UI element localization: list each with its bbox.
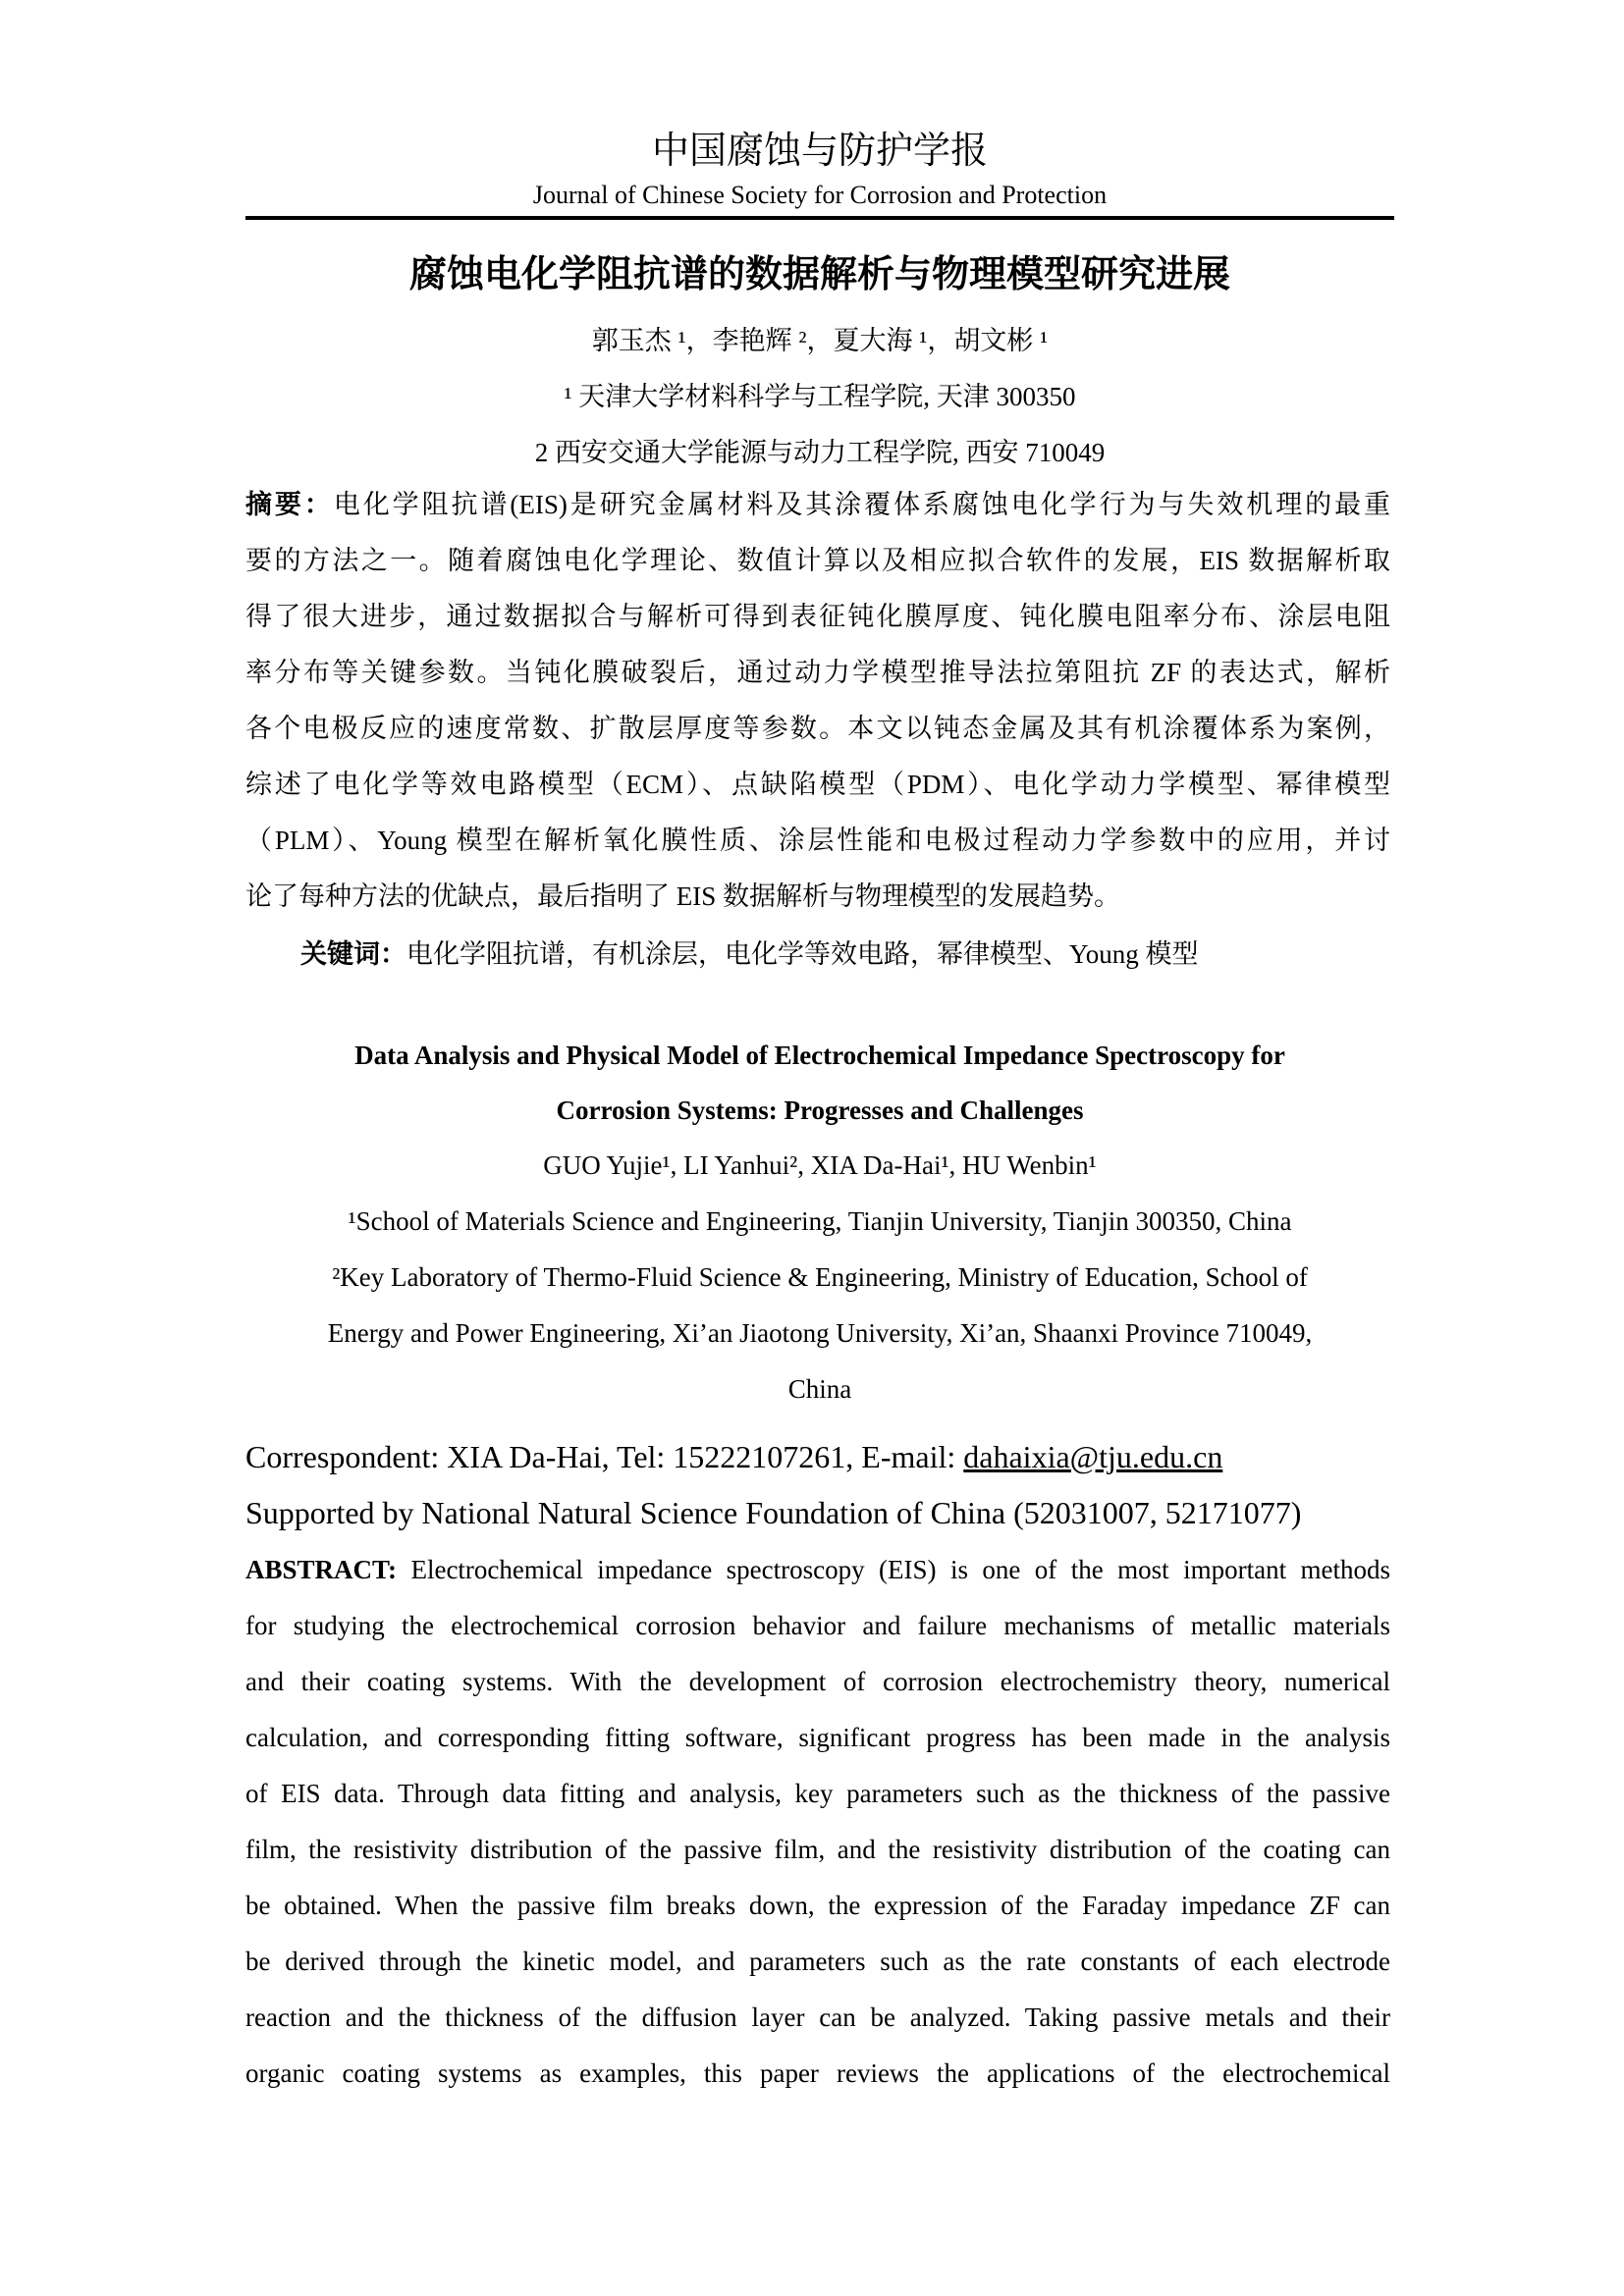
header-divider [245, 216, 1394, 220]
affiliation-2-cn: 2 西安交通大学能源与动力工程学院, 西安 710049 [534, 438, 1106, 467]
keywords-label: 关键词： [300, 939, 406, 969]
affiliation-2-en-line: Energy and Power Engineering, Xi’an Jiaotong University, Xi’an, Shaanxi Province 710049, [327, 1318, 1313, 1348]
abstract-label-cn: 摘要： [245, 490, 334, 519]
abstract-cn-line: 要的方法之一。随着腐蚀电化学理论、数值计算以及相应拟合软件的发展，EIS 数据解析取 [245, 546, 1390, 575]
funding-support: Supported by National Natural Science Foundation of China (52031007, 52171077) [245, 1495, 1302, 1530]
paper-title-cn: 腐蚀电化学阻抗谱的数据解析与物理模型研究进展 [408, 254, 1230, 295]
abstract-cn-line: 得了很大进步，通过数据拟合与解析可得到表征钝化膜厚度、钝化膜电阻率分布、涂层电阻 [245, 602, 1390, 631]
abstract-en-line: be obtained. When the passive film breaks down, the expression of the Faraday impedance ZF can [245, 1891, 1390, 1920]
abstract-en-line: film, the resistivity distribution of the passive film, and the resistivity distribution of the coating can [245, 1835, 1390, 1864]
correspondent: Correspondent: XIA Da-Hai, Tel: 15222107261, E-mail: dahaixia@tju.edu.cn [245, 1439, 1223, 1474]
paper-title-en-line-2: Corrosion Systems: Progresses and Challenges [556, 1095, 1084, 1125]
abstract-en-line: and their coating systems. With the development of corrosion electrochemistry theory, numerical [245, 1667, 1390, 1696]
abstract-en-line: be derived through the kinetic model, and parameters such as the rate constants of each electrode [245, 1947, 1390, 1976]
abstract-en [245, 1542, 1390, 2102]
authors-en: GUO Yujie¹, LI Yanhui², XIA Da-Hai¹, HU Wenbin¹ [543, 1150, 1097, 1180]
affiliation-2-en-line: China [787, 1374, 852, 1404]
abstract-cn-line: （PLM）、Young 模型在解析氧化膜性质、涂层性能和电极过程动力学参数中的应用，并讨 [245, 826, 1390, 855]
affiliation-1-cn: ¹ 天津大学材料科学与工程学院, 天津 300350 [564, 382, 1076, 411]
journal-title-en: Journal of Chinese Society for Corrosion and Protection [532, 181, 1108, 209]
abstract-cn-line: 论了每种方法的优缺点，最后指明了 EIS 数据解析与物理模型的发展趋势。 [245, 881, 1120, 911]
affiliation-1-en: ¹School of Materials Science and Engineering, Tianjin University, Tianjin 300350, China [348, 1206, 1292, 1236]
keywords-cn [300, 927, 1199, 983]
abstract-en-line: calculation, and corresponding fitting software, significant progress has been made in the analysis [245, 1723, 1390, 1752]
abstract-cn-line: 率分布等关键参数。当钝化膜破裂后，通过动力学模型推导法拉第阻抗 ZF 的表达式，解析 [245, 658, 1390, 687]
email-link[interactable]: dahaixia@tju.edu.cn [963, 1439, 1223, 1474]
paper-title-en-line-1: Data Analysis and Physical Model of Electrochemical Impedance Spectroscopy for [354, 1041, 1285, 1070]
abstract-cn-line: 摘要：电化学阻抗谱(EIS)是研究金属材料及其涂覆体系腐蚀电化学行为与失效机理的最重 [245, 490, 1390, 519]
abstract-cn-line: 各个电极反应的速度常数、扩散层厚度等参数。本文以钝态金属及其有机涂覆体系为案例， [245, 714, 1390, 743]
abstract-en-line: organic coating systems as examples, this paper reviews the applications of the electrochemical [245, 2058, 1390, 2088]
abstract-en-line: reaction and the thickness of the diffusion layer can be analyzed. Taking passive metals and their [245, 2002, 1390, 2032]
abstract-cn-line: 综述了电化学等效电路模型（ECM）、点缺陷模型（PDM）、电化学动力学模型、幂律模型 [245, 770, 1390, 799]
abstract-en-line: ABSTRACT: Electrochemical impedance spectroscopy (EIS) is one of the most important methods [245, 1555, 1390, 1584]
journal-title-cn: 中国腐蚀与防护学报 [651, 131, 988, 172]
abstract-cn [245, 477, 1390, 925]
abstract-en-line: for studying the electrochemical corrosion behavior and failure mechanisms of metallic materials [245, 1611, 1390, 1640]
affiliation-2-en-line: ²Key Laboratory of Thermo-Fluid Science & Engineering, Ministry of Education, School of [332, 1262, 1308, 1292]
abstract-en-line: of EIS data. Through data fitting and analysis, key parameters such as the thickness of the passive [245, 1779, 1390, 1808]
keywords-text: 电化学阻抗谱，有机涂层，电化学等效电路，幂律模型、Young 模型 [406, 939, 1199, 969]
abstract-label-en: ABSTRACT: [245, 1555, 398, 1584]
authors-cn: 郭玉杰 ¹，李艳辉 ²，夏大海 ¹，胡文彬 ¹ [591, 326, 1049, 355]
